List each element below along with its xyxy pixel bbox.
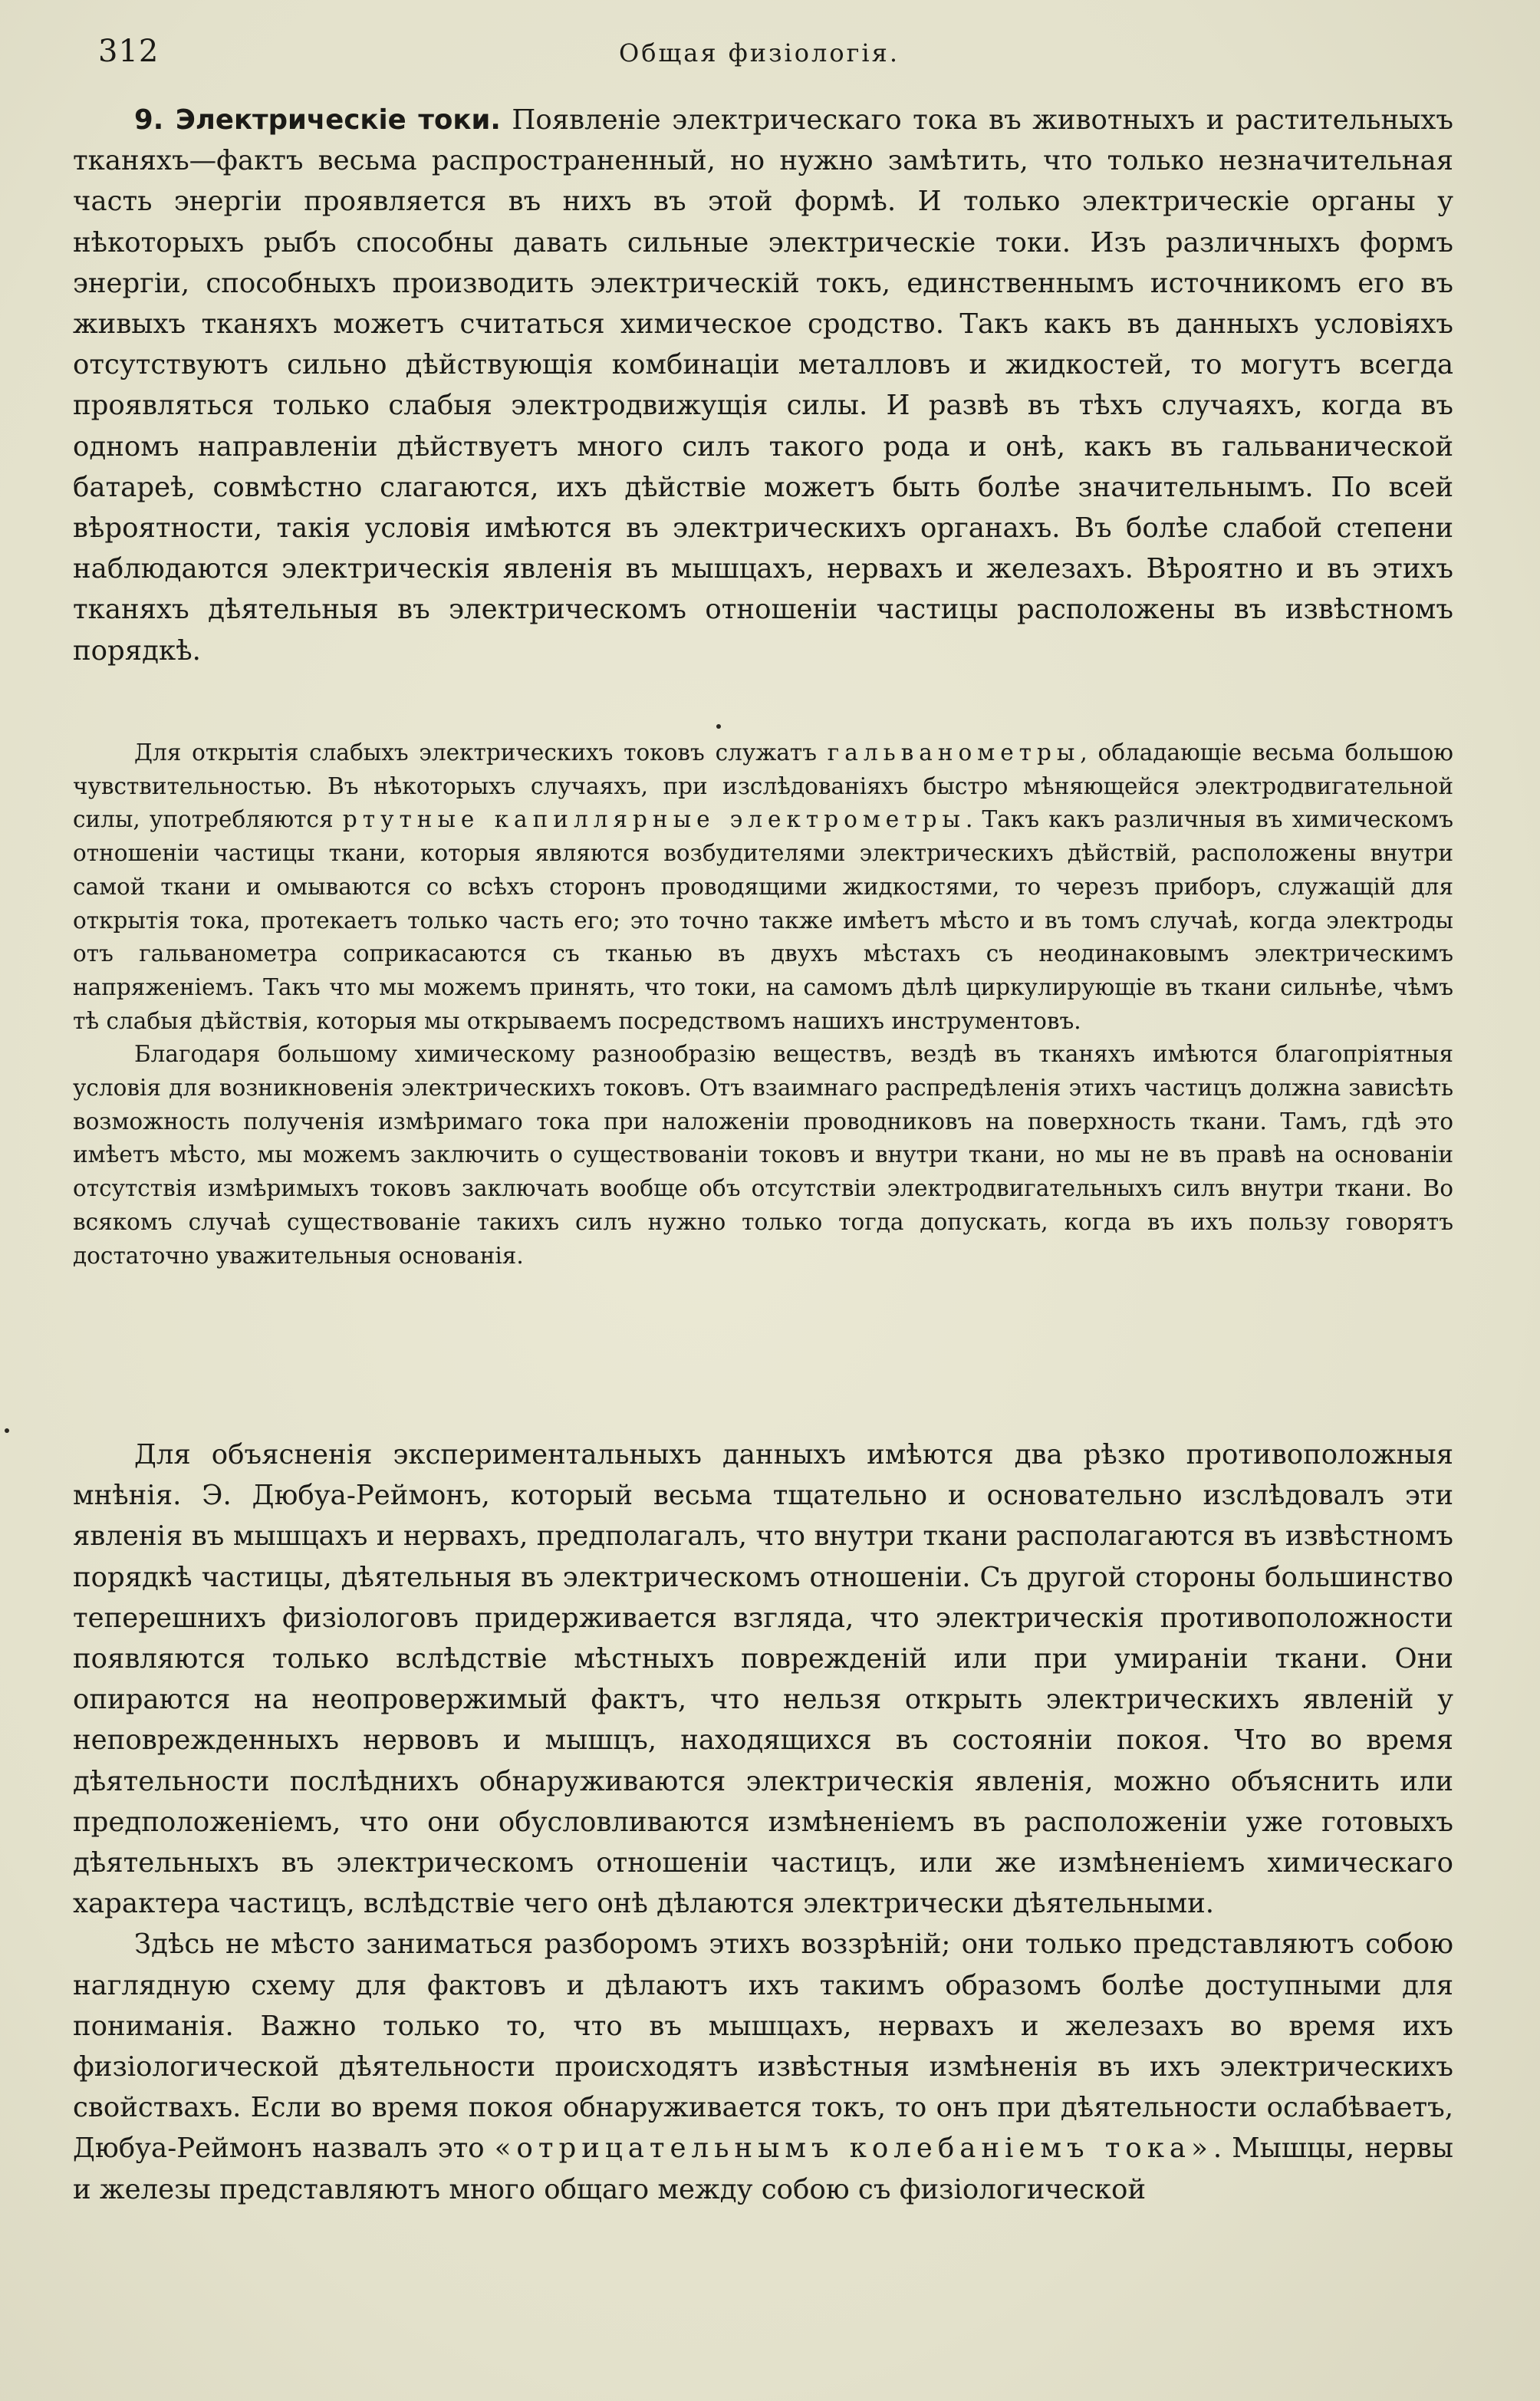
section-theories xyxy=(73,1434,1453,2210)
page-header xyxy=(69,34,1450,80)
spaced-term: «отрицательнымъ колебаніемъ тока» xyxy=(494,2133,1213,2165)
page-number: 312 xyxy=(98,34,160,69)
print-speck xyxy=(5,1428,9,1433)
section-electric-currents xyxy=(73,100,1453,671)
paragraph-text: . Такъ какъ различныя въ химическомъ отношеніи частицы ткани, которыя являются возбудителями электрическихъ дѣйствій, расположены внутри самой ткани и омываются со всѣхъ сторонъ проводящими жидкостями, то черезъ приборъ, служащій для открытія тока, протекаетъ только часть его; это точно также имѣетъ мѣсто и въ томъ случаѣ, когда электроды отъ гальванометра соприкасаются съ тканью въ двухъ мѣстахъ съ неодинаковымъ электрическимъ напряженіемъ. Такъ что мы можемъ принять, что токи, на самомъ дѣлѣ циркулирующіе въ ткани сильнѣе, чѣмъ тѣ слабыя дѣйствія, которыя мы открываемъ посредствомъ нашихъ инструментовъ. xyxy=(73,806,1453,1034)
running-title: Общая физіологія. xyxy=(619,38,900,68)
paragraph-text: Здѣсь не мѣсто заниматься разборомъ этихъ воззрѣній; они только представляютъ собою наглядную схему для фактовъ и дѣлаютъ ихъ такимъ образомъ болѣе доступными для пониманія. Важно только то, что въ мышцахъ, нервахъ и железахъ во время ихъ физіологической дѣятельности происходятъ извѣстныя измѣненія въ ихъ электрическихъ свойствахъ. Если во время покоя обнаруживается токъ, то онъ при дѣятельности ослабѣваетъ, Дюбуа-Реймонъ назвалъ это xyxy=(73,1928,1453,2165)
section-heading: 9. Электрическіе токи. xyxy=(134,104,501,136)
paragraph-text: , обладающіе весьма большою чувствительностью. Въ нѣкоторыхъ случаяхъ, при изслѣдованіяхъ быстро мѣняющейся электродвигательной силы, употребляются xyxy=(73,739,1453,833)
paragraph-text: Появленіе электрическаго тока въ животныхъ и растительныхъ тканяхъ—фактъ весьма распространенный, но нужно замѣтить, что только незначительная часть энергіи проявляется въ нихъ въ этой формѣ. И только электрическіе органы у нѣкоторыхъ рыбъ способны давать сильные электрическіе токи. Изъ различныхъ формъ энергіи, способныхъ производить электрическій токъ, единственнымъ источникомъ его въ живыхъ тканяхъ можетъ считаться химическое сродство. Такъ какъ въ данныхъ условіяхъ отсутствуютъ сильно дѣйствующія комбинаціи металловъ и жидкостей, то могутъ всегда проявляться только слабыя электродвижущія силы. И развѣ въ тѣхъ случаяхъ, когда въ одномъ направленіи дѣйствуетъ много силъ такого рода и онѣ, какъ въ гальванической батареѣ, совмѣстно слагаются, ихъ дѣйствіе можетъ быть болѣе значительнымъ. По всей вѣроятности, такія условія имѣются въ электрическихъ органахъ. Въ болѣе слабой степени наблюдаются электрическія явленія въ мышцахъ, нервахъ и железахъ. Вѣроятно и въ этихъ тканяхъ дѣятельныя въ электрическомъ отношеніи частицы расположены въ извѣстномъ порядкѣ. xyxy=(73,104,1453,667)
spaced-term: гальванометры xyxy=(827,739,1081,766)
spaced-term: ртутные капиллярные электрометры xyxy=(342,806,966,833)
paragraph-text: . Мышцы, нервы и железы представляютъ много общаго между собою съ физіологической xyxy=(73,2133,1453,2205)
small-print-paragraph: Благодаря большому химическому разнообразію веществъ, вездѣ въ тканяхъ имѣются благопріятныя условія для возникновенія электрическихъ токовъ. Отъ взаимнаго распредѣленія этихъ частицъ должна зависѣть возможность полученія измѣримаго тока при наложеніи проводниковъ на поверхность ткани. Тамъ, гдѣ это имѣетъ мѣсто, мы можемъ заключить о существованіи токовъ и внутри ткани, но мы не въ правѣ на основаніи отсутствія измѣримыхъ токовъ заключать вообще объ отсутствіи электродвигательныхъ силъ внутри ткани. Во всякомъ случаѣ существованіе такихъ силъ нужно только тогда допускать, когда въ ихъ пользу говорятъ достаточно уважительныя основанія. xyxy=(73,1041,1453,1269)
body-paragraph xyxy=(73,1924,1453,2209)
body-paragraph: Для объясненія экспериментальныхъ данныхъ имѣются два рѣзко противоположныя мнѣнія. Э. Дюбуа-Реймонъ, который весьма тщательно и основательно изслѣдовалъ эти явленія въ мышцахъ и нервахъ, предполагалъ, что внутри ткани располагаются въ извѣстномъ порядкѣ частицы, дѣятельныя въ электрическомъ отношеніи. Съ другой стороны большинство теперешнихъ физіологовъ придерживается взгляда, что электрическія противоположности появляются только вслѣдствіе мѣстныхъ поврежденій или при умираніи ткани. Они опираются на неопровержимый фактъ, что нельзя открыть электрическихъ явленій у неповрежденныхъ нервовъ и мышцъ, находящихся въ состояніи покоя. Что во время дѣятельности послѣднихъ обнаруживаются электрическія явленія, можно объяснить или предположеніемъ, что они обусловливаются измѣненіемъ въ расположеніи уже готовыхъ дѣятельныхъ въ электрическомъ отношеніи частицъ, или же измѣненіемъ химическаго характера частицъ, вслѣдствіе чего онѣ дѣлаются электрически дѣятельными. xyxy=(73,1439,1453,1920)
small-print-block xyxy=(73,736,1453,1273)
print-speck xyxy=(716,724,721,729)
paragraph-text: Для открытія слабыхъ электрическихъ токовъ служатъ xyxy=(134,739,828,766)
body-paragraph xyxy=(73,100,1453,671)
small-print-paragraph xyxy=(73,736,1453,1038)
